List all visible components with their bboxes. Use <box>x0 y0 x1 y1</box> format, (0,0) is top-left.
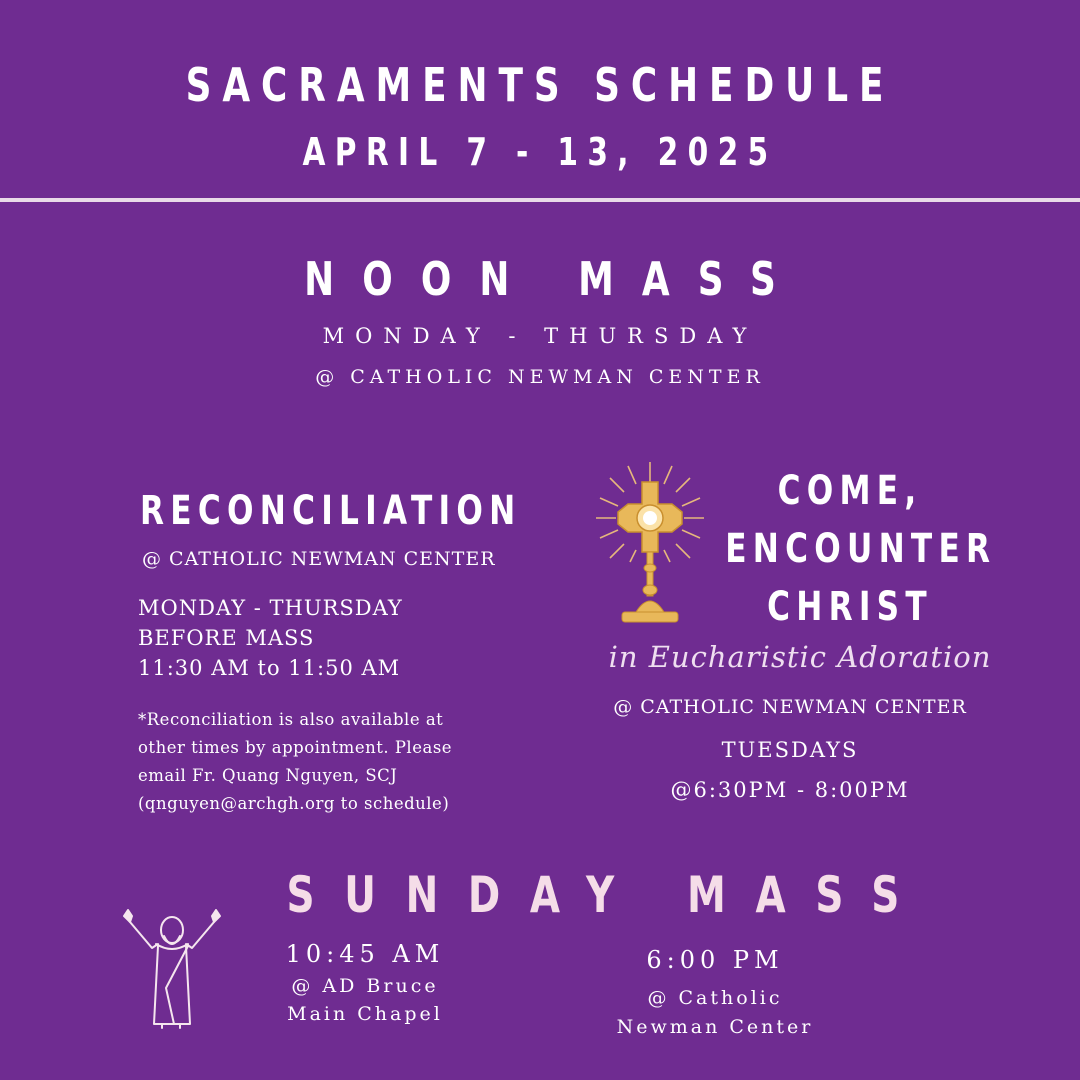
page-title: SACRAMENTS SCHEDULE <box>185 58 895 112</box>
noon-mass-title: NOON MASS <box>304 252 804 306</box>
reconciliation-before: BEFORE MASS <box>138 626 315 650</box>
reconciliation-time: 11:30 AM to 11:50 AM <box>138 656 401 680</box>
sunday-service-location-line: Newman Center <box>616 1016 814 1038</box>
sunday-service-time: 10:45 AM <box>285 940 445 968</box>
noon-mass-days: MONDAY - THURSDAY <box>322 324 758 348</box>
noon-mass-location: @ CATHOLIC NEWMAN CENTER <box>315 366 765 388</box>
sunday-service-location-line: @ Catholic <box>647 987 783 1009</box>
monstrance-icon <box>592 462 708 634</box>
sunday-service-time: 6:00 PM <box>646 946 784 974</box>
reconciliation-note-line: *Reconciliation is also available at <box>138 710 444 729</box>
header-divider <box>0 198 1080 202</box>
sunday-mass-title: SUNDAY MASS <box>286 866 930 924</box>
adoration-subtitle: in Eucharistic Adoration <box>608 640 992 674</box>
reconciliation-title: RECONCILIATION <box>140 488 522 534</box>
date-range: APRIL 7 - 13, 2025 <box>302 130 778 174</box>
adoration-heading-line: COME, <box>777 468 923 514</box>
adoration-heading-line: CHRIST <box>767 584 933 630</box>
reconciliation-note <box>138 706 558 818</box>
adoration-location: @ CATHOLIC NEWMAN CENTER <box>613 696 967 718</box>
reconciliation-location: @ CATHOLIC NEWMAN CENTER <box>142 548 496 570</box>
sunday-service-location-line: Main Chapel <box>287 1003 443 1025</box>
reconciliation-days: MONDAY - THURSDAY <box>138 596 403 620</box>
reconciliation-note-line: email Fr. Quang Nguyen, SCJ <box>138 766 398 785</box>
adoration-time: @6:30PM - 8:00PM <box>670 778 910 802</box>
reconciliation-note-line: other times by appointment. Please <box>138 738 453 757</box>
adoration-heading-line: ENCOUNTER <box>725 526 997 572</box>
reconciliation-note-line: (qnguyen@archgh.org to schedule) <box>138 794 450 813</box>
adoration-day: TUESDAYS <box>721 738 859 762</box>
sunday-service-location-line: @ AD Bruce <box>291 975 439 997</box>
risen-christ-icon <box>118 908 226 1032</box>
